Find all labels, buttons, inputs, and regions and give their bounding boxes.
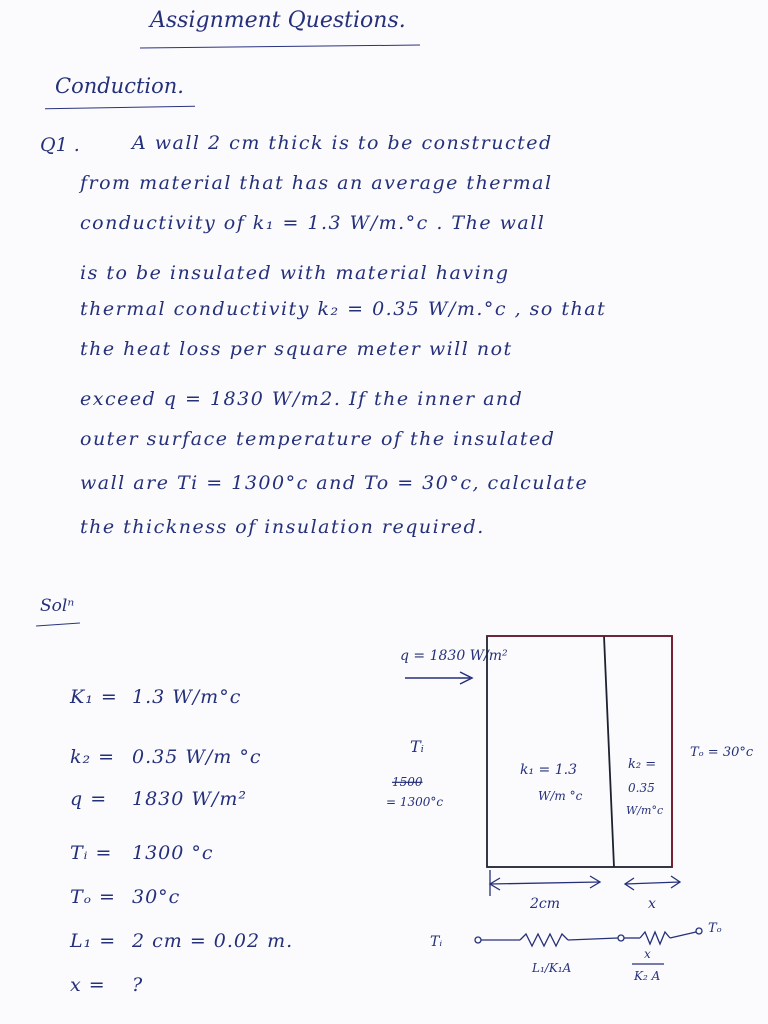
resistor-wall [520, 934, 568, 946]
k2-unit: W/m°c [626, 804, 664, 817]
question-line-9: wall are Ti = 1300°c and To = 30°c, calculate [80, 472, 589, 494]
outer-temp-label: Tₒ = 30°c [690, 745, 754, 760]
insulation-thickness-label: x [648, 896, 656, 912]
question-line-10: the thickness of insulation required. [80, 516, 485, 538]
section-heading: Conduction. [55, 74, 184, 98]
question-line-6: the heat loss per square meter will not [80, 338, 513, 360]
circuit-node-left [475, 937, 481, 943]
inner-temp-label: Tᵢ [410, 737, 424, 756]
circuit-node-middle [618, 935, 624, 941]
question-line-8: outer surface temperature of the insulated [80, 428, 556, 450]
heat-flux-label: q = 1830 W/m² [400, 648, 508, 664]
question-line-4: is to be insulated with material having [80, 262, 510, 284]
interface-line [604, 636, 614, 867]
given-row: k₂ = 0.35 W/m °c [70, 746, 262, 768]
page-title: Assignment Questions. [150, 8, 406, 33]
given-row: Tᵢ = 1300 °c [70, 842, 214, 864]
circuit-ti-label: Tᵢ [430, 934, 443, 950]
k2-value: 0.35 [628, 781, 655, 795]
insulation-dimension-line [625, 882, 680, 884]
resistor-insulation [640, 932, 670, 944]
question-line-1: A wall 2 cm thick is to be constructed [132, 132, 553, 154]
circuit-node-right [696, 928, 702, 934]
k1-unit: W/m °c [538, 789, 583, 803]
k2-label: k₂ = [628, 757, 657, 772]
wall-dimension-line [490, 882, 600, 884]
resistance-insulation-numerator: x [644, 947, 651, 961]
question-line-5: thermal conductivity k₂ = 0.35 W/m.°c , so that [80, 298, 607, 320]
question-line-2: from material that has an average thermal [80, 172, 553, 194]
given-row: q = 1830 W/m² [70, 788, 247, 810]
resistance-wall-label: L₁/K₁A [532, 961, 572, 975]
wall-outline [487, 636, 672, 867]
k1-label: k₁ = 1.3 [520, 762, 577, 778]
given-row: Tₒ = 30°c [70, 886, 181, 908]
solution-label: Solⁿ [40, 596, 75, 616]
resistance-insulation-denominator: K₂ A [634, 969, 661, 983]
given-row: x = ? [70, 974, 144, 996]
given-row: K₁ = 1.3 W/m°c [70, 686, 242, 708]
question-label: Q1 . [40, 134, 80, 156]
inner-temp-value: = 1300°c [386, 795, 444, 809]
circuit-to-label: Tₒ [708, 921, 722, 936]
question-line-7: exceed q = 1830 W/m2. If the inner and [80, 388, 524, 410]
question-line-3: conductivity of k₁ = 1.3 W/m.°c . The wall [80, 212, 546, 234]
wall-thickness-label: 2cm [530, 896, 561, 912]
struck-inner-temp: 1500 [392, 775, 423, 789]
given-row: L₁ = 2 cm = 0.02 m. [70, 930, 294, 952]
